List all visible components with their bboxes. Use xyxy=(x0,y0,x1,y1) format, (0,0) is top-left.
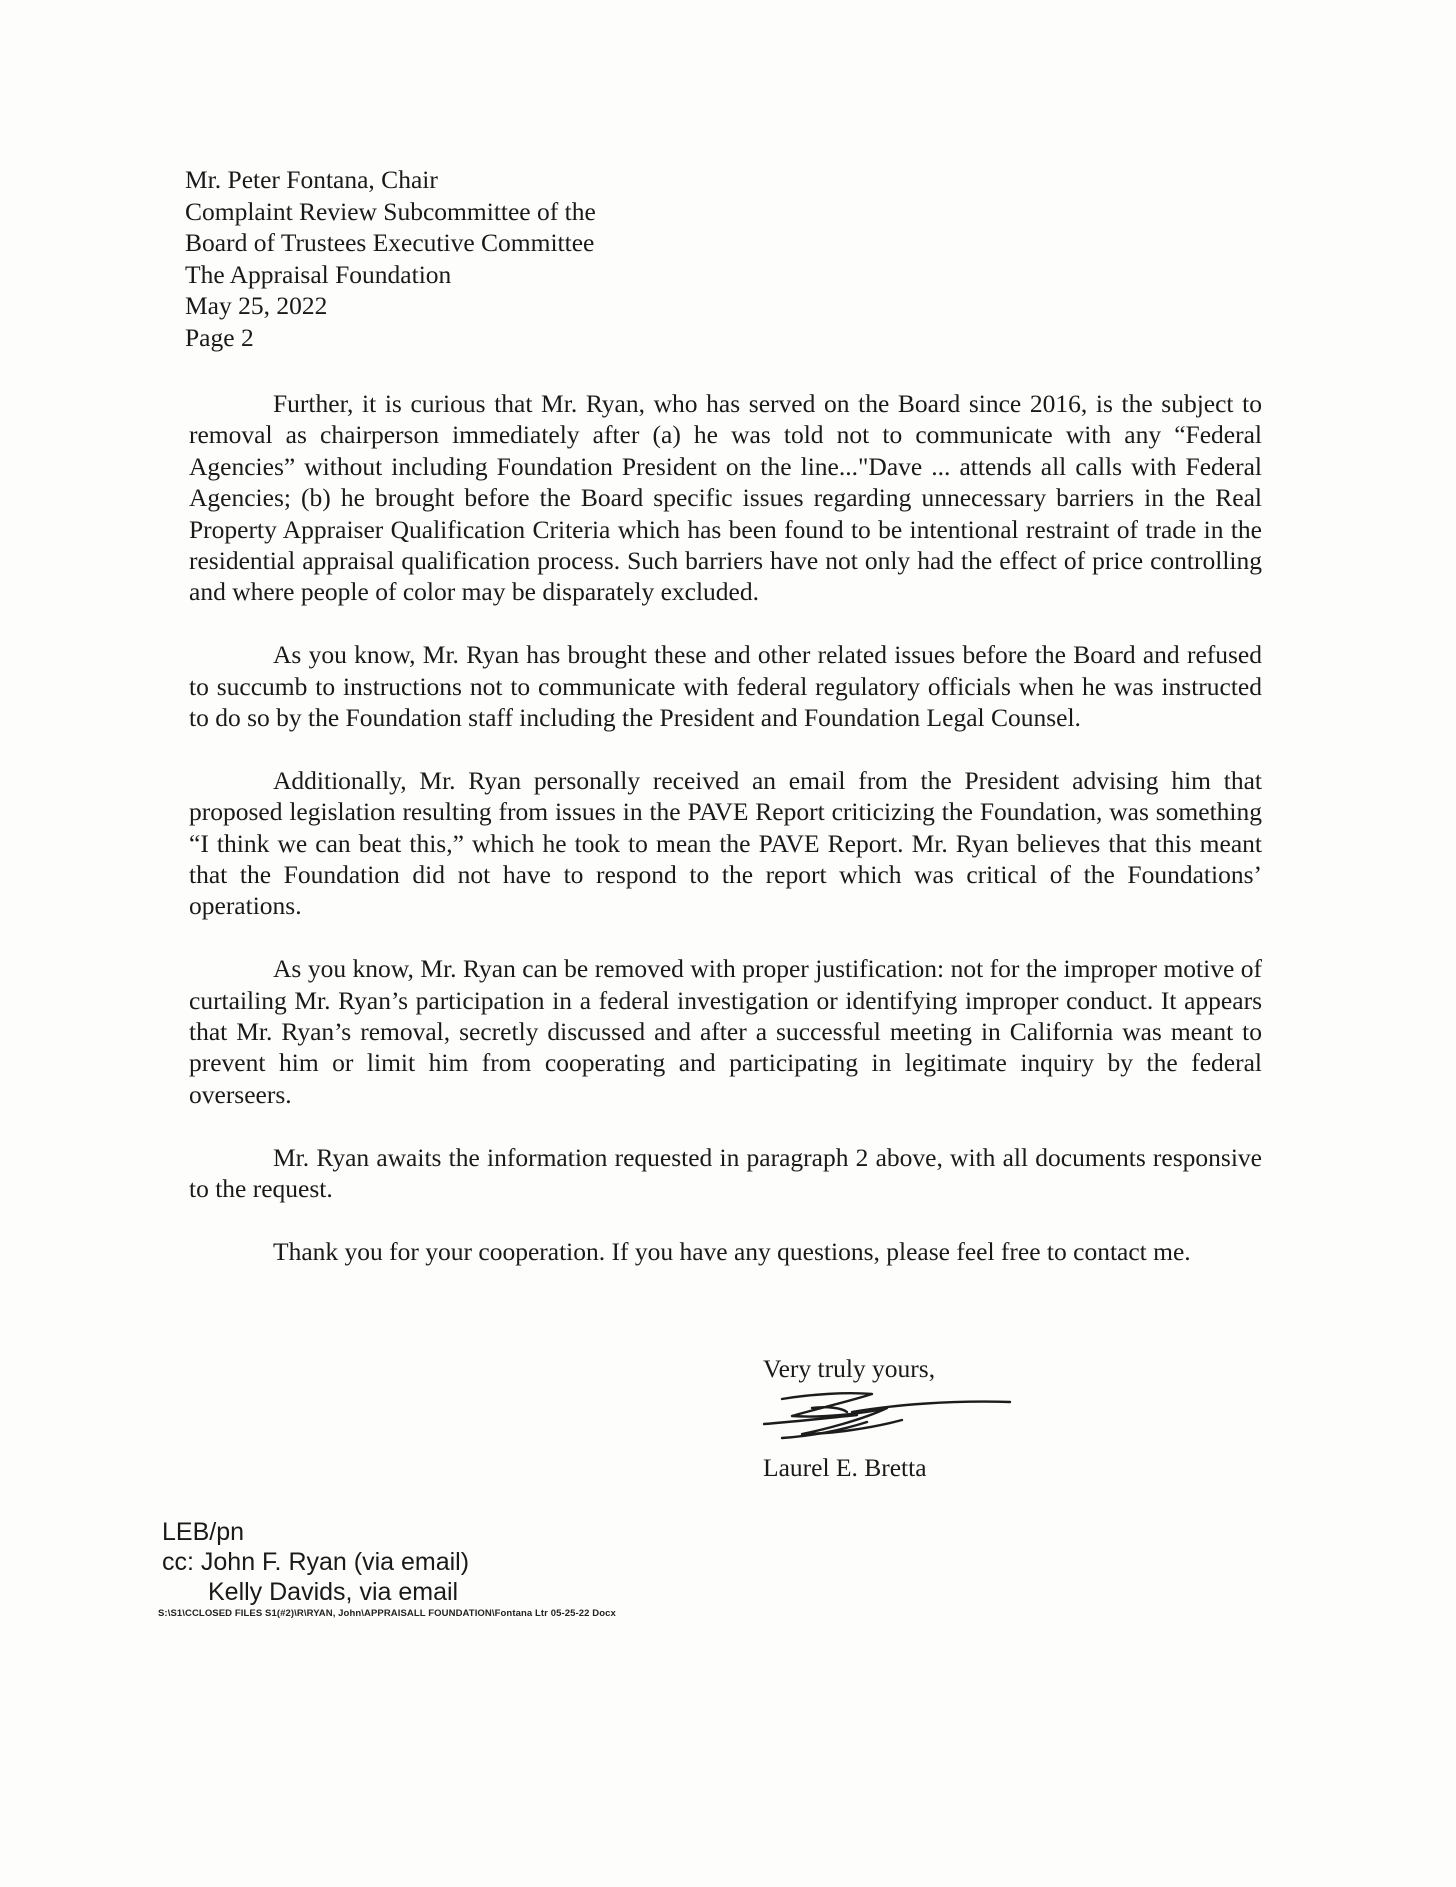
recipient-organization: The Appraisal Foundation xyxy=(185,259,452,289)
body-paragraph: Further, it is curious that Mr. Ryan, who has served on the Board since 2016, is the subject to removal as chairperson immediately after (a) he was told not to communicate with any “Federal Agencies” without including Foundation President on the line..."Dave ... attends all calls with Federal Agencies; (b) he brought before the Board specific issues regarding unnecessary barriers in the Real Property Appraiser Qualification Criteria which has been found to be intentional restraint of trade in the residential appraisal qualification process. Such barriers have not only had the effect of price controlling and where people of color may be disparately excluded. xyxy=(189,389,1262,607)
letter-header xyxy=(185,164,596,353)
handwritten-signature xyxy=(752,1372,1022,1452)
recipient-board: Board of Trustees Executive Committee xyxy=(185,228,595,257)
page-number: Page 2 xyxy=(185,322,254,352)
cc-line: Kelly Davids, via email xyxy=(208,1578,459,1606)
body-paragraph: As you know, Mr. Ryan can be removed with proper justification: not for the improper motive of curtailing Mr. Ryan’s participation in a federal investigation or identifying improper conduct. It appears that Mr. Ryan’s removal, secretly discussed and after a successful meeting in California was meant to prevent him or limit him from cooperating and participating in legitimate inquiry by the federal overseers. xyxy=(189,954,1262,1109)
body-paragraph: Thank you for your cooperation. If you have any questions, please feel free to contact me. xyxy=(273,1236,1191,1266)
cc-line: cc: John F. Ryan (via email) xyxy=(162,1548,470,1576)
signer-name: Laurel E. Bretta xyxy=(763,1453,927,1482)
body-paragraph: As you know, Mr. Ryan has brought these and other related issues before the Board and refused to succumb to instructions not to communicate with federal regulatory officials when he was instructed to do so by the Foundation staff including the President and Foundation Legal Counsel. xyxy=(189,640,1262,733)
body-paragraph: Additionally, Mr. Ryan personally received an email from the President advising him that proposed legislation resulting from issues in the PAVE Report criticizing the Foundation, was something “I think we can beat this,” which he took to mean the PAVE Report. Mr. Ryan believes that this meant that the Foundation did not have to respond to the report which was critical of the Foundations’ operations. xyxy=(189,765,1262,921)
complimentary-close: Very truly yours, xyxy=(763,1354,936,1383)
document-file-path: S:\S1\CCLOSED FILES S1(#2)\R\RYAN, John\APPRAISALL FOUNDATION\Fontana Ltr 05-25-22 Docx xyxy=(158,1608,616,1619)
letter-date: May 25, 2022 xyxy=(185,291,328,320)
letter-footer xyxy=(162,1517,469,1607)
recipient-name: Mr. Peter Fontana, Chair xyxy=(185,165,438,194)
recipient-committee: Complaint Review Subcommittee of the xyxy=(185,196,596,226)
body-paragraph: Mr. Ryan awaits the information requested in paragraph 2 above, with all documents responsive to the request. xyxy=(189,1142,1262,1204)
typist-initials: LEB/pn xyxy=(162,1518,245,1546)
letter-body xyxy=(189,388,1262,1267)
